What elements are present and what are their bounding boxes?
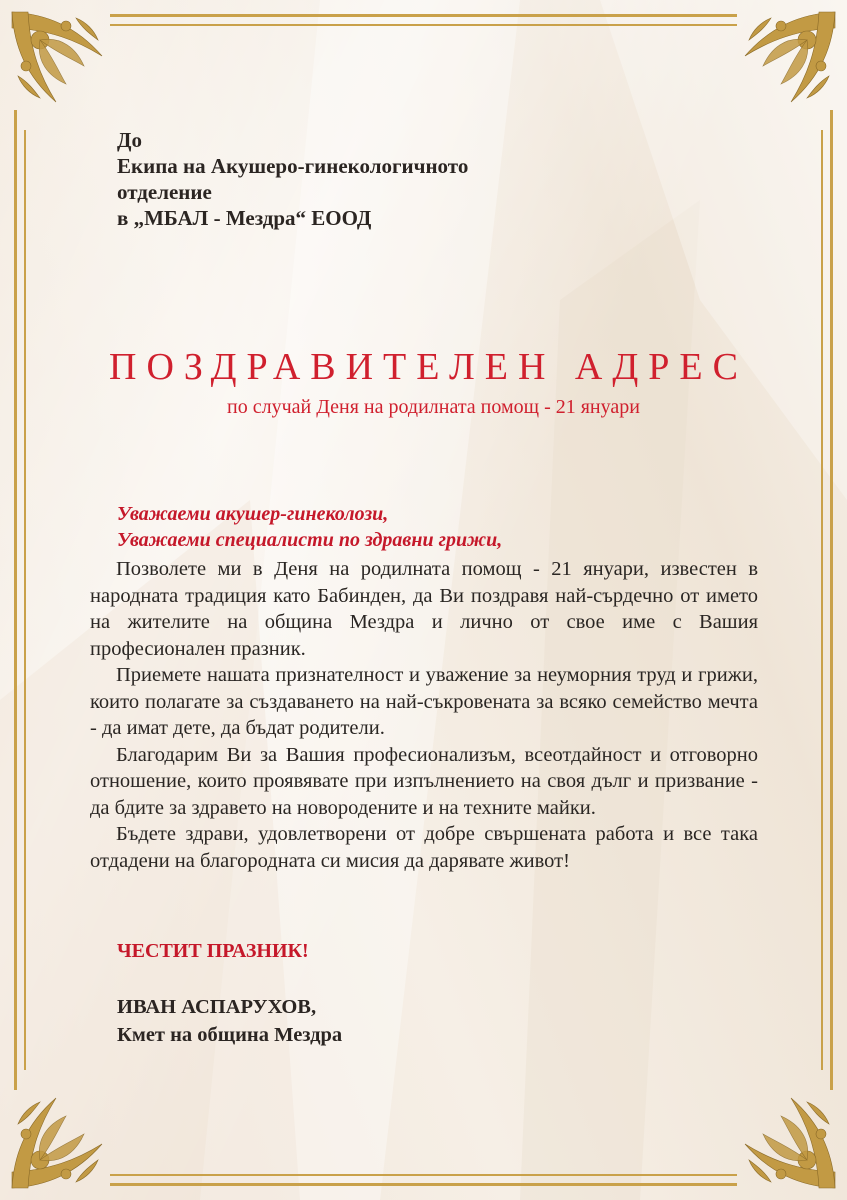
recipient-line-2: Екипа на Акушеро-гинекологичното: [117, 154, 469, 178]
frame-top-line-outer: [110, 14, 737, 17]
frame-bottom-line-inner: [110, 1174, 737, 1176]
recipient-line-3: отделение: [117, 180, 212, 204]
body-paragraph: Позволете ми в Деня на родилната помощ - 21 януари, известен в народната традиция като Бабинден, да Ви поздравя най-сърдечно от името на жителите на община Мездра и лично от свое име с Вашия професионален празник.: [90, 558, 758, 660]
signature-block: [117, 993, 342, 1049]
signatory-name: ИВАН АСПАРУХОВ,: [117, 996, 317, 1018]
ornament-bottom-left-icon: [6, 1084, 116, 1194]
closing-wish: ЧЕСТИТ ПРАЗНИК!: [117, 940, 309, 962]
body-paragraph: Приемете нашата признателност и уважение за неуморния труд и грижи, които полагате за създаването на най-съкровената за всяко семейство мечта - да имат дете, да бъдат родители.: [90, 664, 758, 739]
recipient-block: [117, 127, 597, 231]
letter-body: [90, 556, 758, 874]
signatory-position: Кмет на община Мездра: [117, 1024, 343, 1046]
ornament-top-right-icon: [731, 6, 841, 116]
frame-top-line-inner: [110, 24, 737, 26]
greeting-line-2: Уважаеми специалисти по здравни грижи,: [117, 529, 503, 551]
document-title: ПОЗДРАВИТЕЛЕН АДРЕС: [109, 346, 748, 388]
frame-right-line-outer: [830, 110, 833, 1090]
document-subtitle: по случай Деня на родилната помощ - 21 януари: [227, 396, 640, 418]
frame-left-line-outer: [14, 110, 17, 1090]
greeting-line-1: Уважаеми акушер-гинеколози,: [117, 503, 389, 525]
body-paragraph: Благодарим Ви за Вашия професионализъм, всеотдайност и отговорно отношение, които проявявате при изпълнението на своя дълг и призвание - да бдите за здравето на новородените и на техните майки.: [90, 743, 758, 819]
ornament-top-left-icon: [6, 6, 116, 116]
body-paragraph: Бъдете здрави, удовлетворени от добре свършената работа и все така отдадени на благородната си мисия да дарявате живот!: [90, 823, 758, 872]
frame-left-line-inner: [24, 130, 26, 1070]
recipient-line-4: в „МБАЛ - Мездра“ ЕООД: [117, 206, 372, 230]
recipient-line-1: До: [117, 128, 142, 152]
frame-right-line-inner: [821, 130, 823, 1070]
ornament-bottom-right-icon: [731, 1084, 841, 1194]
frame-bottom-line-outer: [110, 1183, 737, 1186]
